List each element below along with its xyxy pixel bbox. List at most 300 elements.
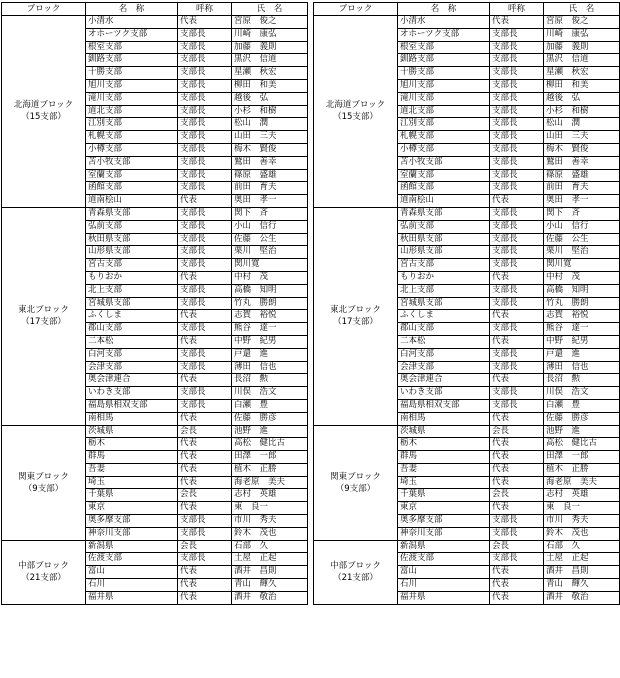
branch-name-cell: 釧路支部 bbox=[86, 54, 178, 67]
person-name-cell: 中野 紀男 bbox=[544, 335, 620, 348]
person-name-cell: 高松 健比古 bbox=[232, 438, 308, 451]
branch-name-cell: 小樽支部 bbox=[86, 143, 178, 156]
person-name-cell: 川崎 康弘 bbox=[544, 28, 620, 41]
branch-name-cell: 福井県 bbox=[86, 591, 178, 604]
title-cell: 会長 bbox=[490, 540, 544, 553]
title-header: 呼称 bbox=[178, 3, 232, 16]
title-cell: 代表 bbox=[490, 310, 544, 323]
branch-name-cell: 福井県 bbox=[398, 591, 490, 604]
person-name-cell: 鈴木 茂也 bbox=[544, 527, 620, 540]
branch-name-cell: 神奈川支部 bbox=[86, 527, 178, 540]
title-header: 呼称 bbox=[490, 3, 544, 16]
table-row bbox=[314, 16, 620, 29]
title-cell: 支部長 bbox=[178, 169, 232, 182]
title-cell: 支部長 bbox=[178, 399, 232, 412]
person-name-cell: 植木 正勝 bbox=[232, 463, 308, 476]
person-name-cell: 川俣 浩文 bbox=[544, 387, 620, 400]
block-count: （9支部） bbox=[335, 483, 376, 494]
branch-name-cell: 秋田県支部 bbox=[398, 233, 490, 246]
branch-name-cell: 滝川支部 bbox=[398, 92, 490, 105]
branch-name-cell: 宮古支部 bbox=[398, 259, 490, 272]
person-name-cell: 関下 斉 bbox=[544, 207, 620, 220]
title-cell: 支部長 bbox=[178, 92, 232, 105]
person-name-cell: 東 良一 bbox=[232, 502, 308, 515]
person-name-cell: 土屋 正起 bbox=[544, 553, 620, 566]
person-name-cell: 小杉 和樹 bbox=[232, 105, 308, 118]
title-cell: 支部長 bbox=[490, 515, 544, 528]
person-name-cell: 黒沢 信道 bbox=[544, 54, 620, 67]
branch-name-cell: 道南桧山 bbox=[398, 195, 490, 208]
branch-name-cell: 十勝支部 bbox=[86, 67, 178, 80]
branch-name-cell: 奥会津連合 bbox=[86, 374, 178, 387]
person-name-cell: 小山 信行 bbox=[232, 220, 308, 233]
person-name-cell: 海老原 美夫 bbox=[232, 476, 308, 489]
person-name-cell: 酒井 昌則 bbox=[544, 566, 620, 579]
block-name: 東北ブロック bbox=[18, 305, 69, 316]
title-cell: 代表 bbox=[490, 591, 544, 604]
title-cell: 代表 bbox=[178, 476, 232, 489]
branch-name-cell: 宮城県支部 bbox=[398, 297, 490, 310]
title-cell: 支部長 bbox=[178, 207, 232, 220]
person-name-cell: 前田 育夫 bbox=[232, 182, 308, 195]
block-count: （17支部） bbox=[21, 317, 66, 328]
person-header: 氏 名 bbox=[232, 3, 308, 16]
name-header: 名 称 bbox=[398, 3, 490, 16]
block-count: （17支部） bbox=[333, 317, 378, 328]
branch-name-cell: 千葉県 bbox=[86, 489, 178, 502]
person-name-cell: 竹丸 勝朗 bbox=[544, 297, 620, 310]
title-cell: 代表 bbox=[490, 502, 544, 515]
table-row bbox=[314, 207, 620, 220]
branch-name-cell: 奥会津連合 bbox=[398, 374, 490, 387]
branch-name-cell: 宮城県支部 bbox=[86, 297, 178, 310]
person-name-cell: 志村 英雄 bbox=[544, 489, 620, 502]
person-name-cell: 高松 健比古 bbox=[544, 438, 620, 451]
branch-name-cell: 佐渡支部 bbox=[398, 553, 490, 566]
branch-name-cell: 会津支部 bbox=[86, 361, 178, 374]
branch-name-cell: 会津支部 bbox=[398, 361, 490, 374]
block-cell bbox=[2, 16, 86, 208]
branch-name-cell: 南相馬 bbox=[398, 412, 490, 425]
block-cell bbox=[314, 16, 398, 208]
person-name-cell: 越後 弘 bbox=[232, 92, 308, 105]
table-row bbox=[2, 207, 308, 220]
person-name-cell: 佐藤 勝彦 bbox=[544, 412, 620, 425]
branch-name-cell: 弘前支部 bbox=[398, 220, 490, 233]
branch-name-cell: 東京 bbox=[398, 502, 490, 515]
name-header: 名 称 bbox=[86, 3, 178, 16]
person-name-cell: 佐藤 公生 bbox=[544, 233, 620, 246]
person-name-cell: 土屋 正起 bbox=[232, 553, 308, 566]
branch-name-cell: 江別支部 bbox=[86, 118, 178, 131]
title-cell: 支部長 bbox=[178, 527, 232, 540]
title-cell: 支部長 bbox=[178, 553, 232, 566]
branch-name-cell: もりおか bbox=[86, 271, 178, 284]
person-name-cell: 高橋 知明 bbox=[232, 284, 308, 297]
branch-name-cell: 函館支部 bbox=[398, 182, 490, 195]
title-cell: 支部長 bbox=[490, 361, 544, 374]
person-name-cell: 川崎 康弘 bbox=[232, 28, 308, 41]
table-row bbox=[2, 16, 308, 29]
branch-name-cell: 札幌支部 bbox=[398, 131, 490, 144]
branch-name-cell: 福島県相双支部 bbox=[86, 399, 178, 412]
person-name-cell: 海老原 美夫 bbox=[544, 476, 620, 489]
title-cell: 代表 bbox=[178, 16, 232, 29]
title-cell: 支部長 bbox=[490, 297, 544, 310]
left-table bbox=[1, 2, 308, 605]
title-cell: 支部長 bbox=[178, 246, 232, 259]
block-count: （15支部） bbox=[333, 112, 378, 123]
person-name-cell: 青山 輝久 bbox=[232, 579, 308, 592]
person-name-cell: 佐藤 公生 bbox=[232, 233, 308, 246]
person-header: 氏 名 bbox=[544, 3, 620, 16]
person-name-cell: 植木 正勝 bbox=[544, 463, 620, 476]
branch-name-cell: 苫小牧支部 bbox=[86, 156, 178, 169]
person-name-cell: 東 良一 bbox=[544, 502, 620, 515]
title-cell: 代表 bbox=[490, 451, 544, 464]
title-cell: 支部長 bbox=[178, 348, 232, 361]
title-cell: 代表 bbox=[178, 566, 232, 579]
title-cell: 支部長 bbox=[178, 118, 232, 131]
person-name-cell: 宮原 俊之 bbox=[232, 16, 308, 29]
person-name-cell: 小山 信行 bbox=[544, 220, 620, 233]
title-cell: 支部長 bbox=[490, 323, 544, 336]
title-cell: 支部長 bbox=[490, 131, 544, 144]
title-cell: 会長 bbox=[490, 425, 544, 438]
table-row bbox=[2, 425, 308, 438]
person-name-cell: 篠原 盛雄 bbox=[544, 169, 620, 182]
block-name: 中部ブロック bbox=[330, 561, 381, 572]
person-name-cell: 白瀬 豊 bbox=[232, 399, 308, 412]
branch-name-cell: 道北支部 bbox=[86, 105, 178, 118]
branch-name-cell: 南相馬 bbox=[86, 412, 178, 425]
title-cell: 代表 bbox=[490, 566, 544, 579]
title-cell: 支部長 bbox=[178, 143, 232, 156]
person-name-cell: 奥田 孝一 bbox=[544, 195, 620, 208]
title-cell: 支部長 bbox=[490, 233, 544, 246]
branch-name-cell: 二本松 bbox=[398, 335, 490, 348]
branch-name-cell: 神奈川支部 bbox=[398, 527, 490, 540]
block-name: 東北ブロック bbox=[330, 305, 381, 316]
branch-name-cell: 富山 bbox=[86, 566, 178, 579]
branch-name-cell: 釧路支部 bbox=[398, 54, 490, 67]
block-cell bbox=[2, 540, 86, 604]
title-cell: 代表 bbox=[490, 438, 544, 451]
branch-name-cell: 山形県支部 bbox=[86, 246, 178, 259]
title-cell: 支部長 bbox=[490, 41, 544, 54]
title-cell: 支部長 bbox=[490, 220, 544, 233]
table-row bbox=[2, 540, 308, 553]
person-name-cell: 関下 斉 bbox=[232, 207, 308, 220]
person-name-cell: 池野 進 bbox=[544, 425, 620, 438]
person-name-cell: 酒井 敬治 bbox=[544, 591, 620, 604]
person-name-cell: 松山 潤 bbox=[544, 118, 620, 131]
branch-name-cell: 佐渡支部 bbox=[86, 553, 178, 566]
branch-name-cell: 吾妻 bbox=[86, 463, 178, 476]
table-row bbox=[314, 540, 620, 553]
branch-name-cell: 群馬 bbox=[398, 451, 490, 464]
title-cell: 支部長 bbox=[178, 387, 232, 400]
person-name-cell: 梅木 賢俊 bbox=[544, 143, 620, 156]
branch-name-cell: 二本松 bbox=[86, 335, 178, 348]
block-cell bbox=[2, 425, 86, 540]
person-name-cell: 星瀬 秋宏 bbox=[544, 67, 620, 80]
branch-name-cell: 青森県支部 bbox=[398, 207, 490, 220]
title-cell: 支部長 bbox=[178, 156, 232, 169]
block-count: （21支部） bbox=[21, 573, 66, 584]
person-name-cell: 長沼 勲 bbox=[544, 374, 620, 387]
person-name-cell: 青山 輝久 bbox=[544, 579, 620, 592]
branch-name-cell: オホーツク支部 bbox=[398, 28, 490, 41]
branch-name-cell: 吾妻 bbox=[398, 463, 490, 476]
branch-name-cell: 郡山支部 bbox=[86, 323, 178, 336]
title-cell: 代表 bbox=[178, 438, 232, 451]
branch-name-cell: 十勝支部 bbox=[398, 67, 490, 80]
person-name-cell: 石部 久 bbox=[232, 540, 308, 553]
person-name-cell: 関川寛 bbox=[544, 259, 620, 272]
branch-name-cell: 千葉県 bbox=[398, 489, 490, 502]
branch-name-cell: 奥多摩支部 bbox=[398, 515, 490, 528]
block-cell bbox=[2, 207, 86, 425]
branch-name-cell: 石川 bbox=[398, 579, 490, 592]
branch-name-cell: 旭川支部 bbox=[86, 79, 178, 92]
person-name-cell: 黒沢 信道 bbox=[232, 54, 308, 67]
title-cell: 支部長 bbox=[178, 105, 232, 118]
title-cell: 支部長 bbox=[178, 233, 232, 246]
branch-name-cell: 弘前支部 bbox=[86, 220, 178, 233]
block-count: （15支部） bbox=[21, 112, 66, 123]
person-name-cell: 関川寛 bbox=[232, 259, 308, 272]
person-name-cell: 山田 三夫 bbox=[232, 131, 308, 144]
title-cell: 支部長 bbox=[490, 387, 544, 400]
title-cell: 支部長 bbox=[178, 323, 232, 336]
branch-name-cell: もりおか bbox=[398, 271, 490, 284]
branch-name-cell: 小樽支部 bbox=[398, 143, 490, 156]
person-name-cell: 篠原 盛雄 bbox=[232, 169, 308, 182]
person-name-cell: 志村 英雄 bbox=[232, 489, 308, 502]
title-cell: 支部長 bbox=[490, 156, 544, 169]
person-name-cell: 戸還 進 bbox=[544, 348, 620, 361]
person-name-cell: 酒井 昌則 bbox=[232, 566, 308, 579]
branch-name-cell: 函館支部 bbox=[86, 182, 178, 195]
person-name-cell: 田澤 一郎 bbox=[232, 451, 308, 464]
title-cell: 支部長 bbox=[178, 28, 232, 41]
title-cell: 支部長 bbox=[490, 284, 544, 297]
branch-name-cell: 札幌支部 bbox=[86, 131, 178, 144]
person-name-cell: 柳田 和美 bbox=[232, 79, 308, 92]
branch-name-cell: 根室支部 bbox=[398, 41, 490, 54]
title-cell: 支部長 bbox=[178, 182, 232, 195]
title-cell: 支部長 bbox=[490, 527, 544, 540]
title-cell: 代表 bbox=[178, 412, 232, 425]
branch-name-cell: 埼玉 bbox=[398, 476, 490, 489]
branch-name-cell: 富山 bbox=[398, 566, 490, 579]
block-count: （9支部） bbox=[23, 483, 64, 494]
branch-name-cell: 茨城県 bbox=[398, 425, 490, 438]
block-name: 関東ブロック bbox=[330, 471, 381, 482]
title-cell: 代表 bbox=[490, 195, 544, 208]
person-name-cell: 白瀬 豊 bbox=[544, 399, 620, 412]
title-cell: 会長 bbox=[178, 489, 232, 502]
block-cell bbox=[314, 425, 398, 540]
branch-name-cell: ふくしま bbox=[86, 310, 178, 323]
branch-name-cell: オホーツク支部 bbox=[86, 28, 178, 41]
title-cell: 代表 bbox=[178, 502, 232, 515]
person-name-cell: 中野 紀男 bbox=[232, 335, 308, 348]
person-name-cell: 熊谷 達一 bbox=[544, 323, 620, 336]
branch-name-cell: 秋田県支部 bbox=[86, 233, 178, 246]
branch-name-cell: 新潟県 bbox=[398, 540, 490, 553]
title-cell: 支部長 bbox=[178, 515, 232, 528]
roster-table-left bbox=[1, 2, 307, 605]
person-name-cell: 小杉 和樹 bbox=[544, 105, 620, 118]
block-count: （21支部） bbox=[333, 573, 378, 584]
title-cell: 代表 bbox=[178, 591, 232, 604]
title-cell: 支部長 bbox=[178, 284, 232, 297]
block-name: 北海道ブロック bbox=[13, 100, 74, 111]
person-name-cell: 市川 秀夫 bbox=[232, 515, 308, 528]
title-cell: 代表 bbox=[490, 271, 544, 284]
branch-name-cell: いわき支部 bbox=[398, 387, 490, 400]
person-name-cell: 薄田 信也 bbox=[544, 361, 620, 374]
person-name-cell: 石部 久 bbox=[544, 540, 620, 553]
block-cell bbox=[314, 207, 398, 425]
title-cell: 支部長 bbox=[490, 67, 544, 80]
header-row bbox=[314, 3, 620, 16]
person-name-cell: 栗川 堅治 bbox=[544, 246, 620, 259]
title-cell: 代表 bbox=[178, 310, 232, 323]
title-cell: 支部長 bbox=[490, 105, 544, 118]
block-cell bbox=[314, 540, 398, 604]
branch-name-cell: 宮古支部 bbox=[86, 259, 178, 272]
person-name-cell: 中村 茂 bbox=[544, 271, 620, 284]
branch-name-cell: 旭川支部 bbox=[398, 79, 490, 92]
title-cell: 支部長 bbox=[490, 246, 544, 259]
title-cell: 支部長 bbox=[490, 79, 544, 92]
right-table bbox=[313, 2, 620, 605]
block-name: 北海道ブロック bbox=[325, 100, 386, 111]
branch-name-cell: 埼玉 bbox=[86, 476, 178, 489]
title-cell: 代表 bbox=[178, 579, 232, 592]
person-name-cell: 竹丸 勝朗 bbox=[232, 297, 308, 310]
title-cell: 支部長 bbox=[178, 131, 232, 144]
title-cell: 支部長 bbox=[178, 297, 232, 310]
branch-name-cell: 郡山支部 bbox=[398, 323, 490, 336]
title-cell: 支部長 bbox=[178, 79, 232, 92]
block-header: ブロック bbox=[2, 3, 86, 16]
person-name-cell: 池野 進 bbox=[232, 425, 308, 438]
branch-name-cell: 北上支部 bbox=[86, 284, 178, 297]
person-name-cell: 松山 潤 bbox=[232, 118, 308, 131]
title-cell: 会長 bbox=[178, 540, 232, 553]
title-cell: 代表 bbox=[490, 463, 544, 476]
person-name-cell: 星瀬 秋宏 bbox=[232, 67, 308, 80]
title-cell: 代表 bbox=[178, 271, 232, 284]
branch-name-cell: いわき支部 bbox=[86, 387, 178, 400]
title-cell: 代表 bbox=[490, 579, 544, 592]
person-name-cell: 熊谷 達一 bbox=[232, 323, 308, 336]
person-name-cell: 長沼 勲 bbox=[232, 374, 308, 387]
title-cell: 支部長 bbox=[178, 361, 232, 374]
person-name-cell: 梅木 賢俊 bbox=[232, 143, 308, 156]
person-name-cell: 佐藤 勝彦 bbox=[232, 412, 308, 425]
title-cell: 代表 bbox=[178, 374, 232, 387]
person-name-cell: 酒井 敬治 bbox=[232, 591, 308, 604]
person-name-cell: 市川 秀夫 bbox=[544, 515, 620, 528]
title-cell: 代表 bbox=[178, 195, 232, 208]
branch-name-cell: 道北支部 bbox=[398, 105, 490, 118]
person-name-cell: 川俣 浩文 bbox=[232, 387, 308, 400]
branch-name-cell: 北上支部 bbox=[398, 284, 490, 297]
branch-name-cell: ふくしま bbox=[398, 310, 490, 323]
person-name-cell: 田澤 一郎 bbox=[544, 451, 620, 464]
person-name-cell: 中村 茂 bbox=[232, 271, 308, 284]
block-name: 関東ブロック bbox=[18, 471, 69, 482]
branch-name-cell: 滝川支部 bbox=[86, 92, 178, 105]
person-name-cell: 山田 三夫 bbox=[544, 131, 620, 144]
branch-name-cell: 白河支部 bbox=[398, 348, 490, 361]
branch-name-cell: 群馬 bbox=[86, 451, 178, 464]
person-name-cell: 越後 弘 bbox=[544, 92, 620, 105]
title-cell: 支部長 bbox=[490, 118, 544, 131]
branch-name-cell: 江別支部 bbox=[398, 118, 490, 131]
branch-name-cell: 白河支部 bbox=[86, 348, 178, 361]
title-cell: 支部長 bbox=[490, 169, 544, 182]
person-name-cell: 柳田 和美 bbox=[544, 79, 620, 92]
person-name-cell: 加藤 義則 bbox=[232, 41, 308, 54]
title-cell: 代表 bbox=[490, 335, 544, 348]
title-cell: 代表 bbox=[178, 335, 232, 348]
title-cell: 支部長 bbox=[178, 67, 232, 80]
title-cell: 支部長 bbox=[490, 182, 544, 195]
title-cell: 支部長 bbox=[490, 143, 544, 156]
roster-table-right bbox=[313, 2, 619, 605]
title-cell: 代表 bbox=[490, 412, 544, 425]
title-cell: 代表 bbox=[178, 463, 232, 476]
branch-name-cell: 室蘭支部 bbox=[86, 169, 178, 182]
title-cell: 支部長 bbox=[490, 259, 544, 272]
title-cell: 支部長 bbox=[490, 553, 544, 566]
branch-name-cell: 小清水 bbox=[86, 16, 178, 29]
block-header: ブロック bbox=[314, 3, 398, 16]
title-cell: 代表 bbox=[490, 374, 544, 387]
title-cell: 支部長 bbox=[490, 207, 544, 220]
title-cell: 支部長 bbox=[490, 54, 544, 67]
branch-name-cell: 小清水 bbox=[398, 16, 490, 29]
person-name-cell: 鷲田 善幸 bbox=[232, 156, 308, 169]
title-cell: 支部長 bbox=[490, 399, 544, 412]
person-name-cell: 志賀 裕悦 bbox=[232, 310, 308, 323]
branch-name-cell: 新潟県 bbox=[86, 540, 178, 553]
title-cell: 会長 bbox=[490, 489, 544, 502]
title-cell: 支部長 bbox=[490, 348, 544, 361]
person-name-cell: 志賀 裕悦 bbox=[544, 310, 620, 323]
title-cell: 支部長 bbox=[178, 54, 232, 67]
title-cell: 支部長 bbox=[178, 220, 232, 233]
person-name-cell: 栗川 堅治 bbox=[232, 246, 308, 259]
header-row bbox=[2, 3, 308, 16]
person-name-cell: 鈴木 茂也 bbox=[232, 527, 308, 540]
person-name-cell: 宮原 俊之 bbox=[544, 16, 620, 29]
branch-name-cell: 栃木 bbox=[86, 438, 178, 451]
person-name-cell: 加藤 義則 bbox=[544, 41, 620, 54]
branch-name-cell: 青森県支部 bbox=[86, 207, 178, 220]
person-name-cell: 高橋 知明 bbox=[544, 284, 620, 297]
branch-name-cell: 栃木 bbox=[398, 438, 490, 451]
person-name-cell: 前田 育夫 bbox=[544, 182, 620, 195]
person-name-cell: 薄田 信也 bbox=[232, 361, 308, 374]
title-cell: 代表 bbox=[490, 476, 544, 489]
